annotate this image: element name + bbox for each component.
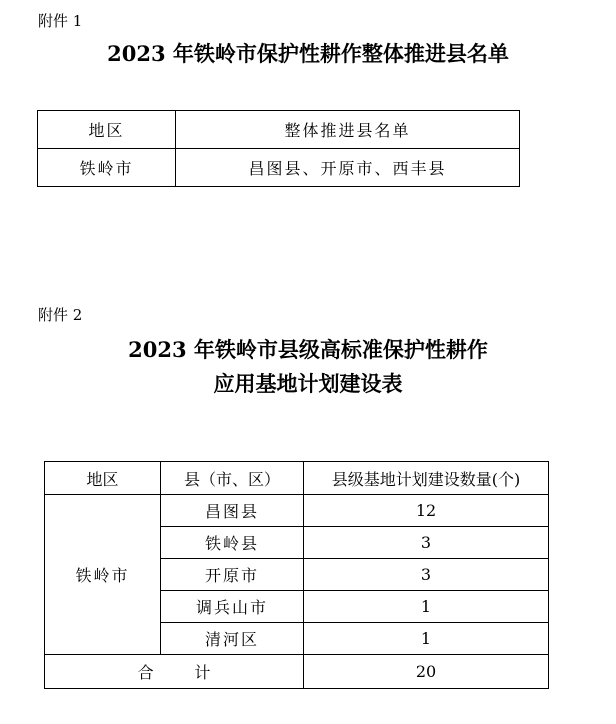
county-cell: 昌图县 <box>161 495 304 527</box>
table-row <box>45 495 549 527</box>
annex2-header-count: 县级基地计划建设数量(个) <box>304 462 549 495</box>
count-cell: 3 <box>304 527 549 559</box>
annex1-header-row <box>38 111 520 149</box>
annex2-title-line1: 2023 年铁岭市县级高标准保护性耕作 <box>128 337 488 362</box>
annex2-total-row <box>45 655 549 689</box>
annex2-title-line2: 应用基地计划建设表 <box>213 371 403 396</box>
count-cell: 1 <box>304 591 549 623</box>
county-cell: 清河区 <box>161 623 304 655</box>
annex1-label: 附件 1 <box>38 12 83 30</box>
annex1-title: 2023 年铁岭市保护性耕作整体推进县名单 <box>107 41 509 66</box>
annex2-table <box>44 461 549 689</box>
count-cell: 3 <box>304 559 549 591</box>
total-value-cell: 20 <box>304 655 549 689</box>
count-cell: 12 <box>304 495 549 527</box>
annex2-header-region: 地区 <box>45 462 161 495</box>
annex1-table <box>37 110 520 187</box>
annex2-header-county: 县（市、区） <box>161 462 304 495</box>
count-cell: 1 <box>304 623 549 655</box>
annex1-region-cell: 铁岭市 <box>38 149 176 187</box>
county-cell: 铁岭县 <box>161 527 304 559</box>
annex2-label: 附件 2 <box>38 306 83 324</box>
annex2-region-cell: 铁岭市 <box>45 495 161 655</box>
total-label-cell: 合 计 <box>45 655 304 689</box>
table-row <box>38 149 520 187</box>
annex2-header-row <box>45 462 549 495</box>
county-cell: 调兵山市 <box>161 591 304 623</box>
county-cell: 开原市 <box>161 559 304 591</box>
annex1-header-counties: 整体推进县名单 <box>176 111 520 149</box>
annex1-counties-cell: 昌图县、开原市、西丰县 <box>176 149 520 187</box>
annex1-header-region: 地区 <box>38 111 176 149</box>
